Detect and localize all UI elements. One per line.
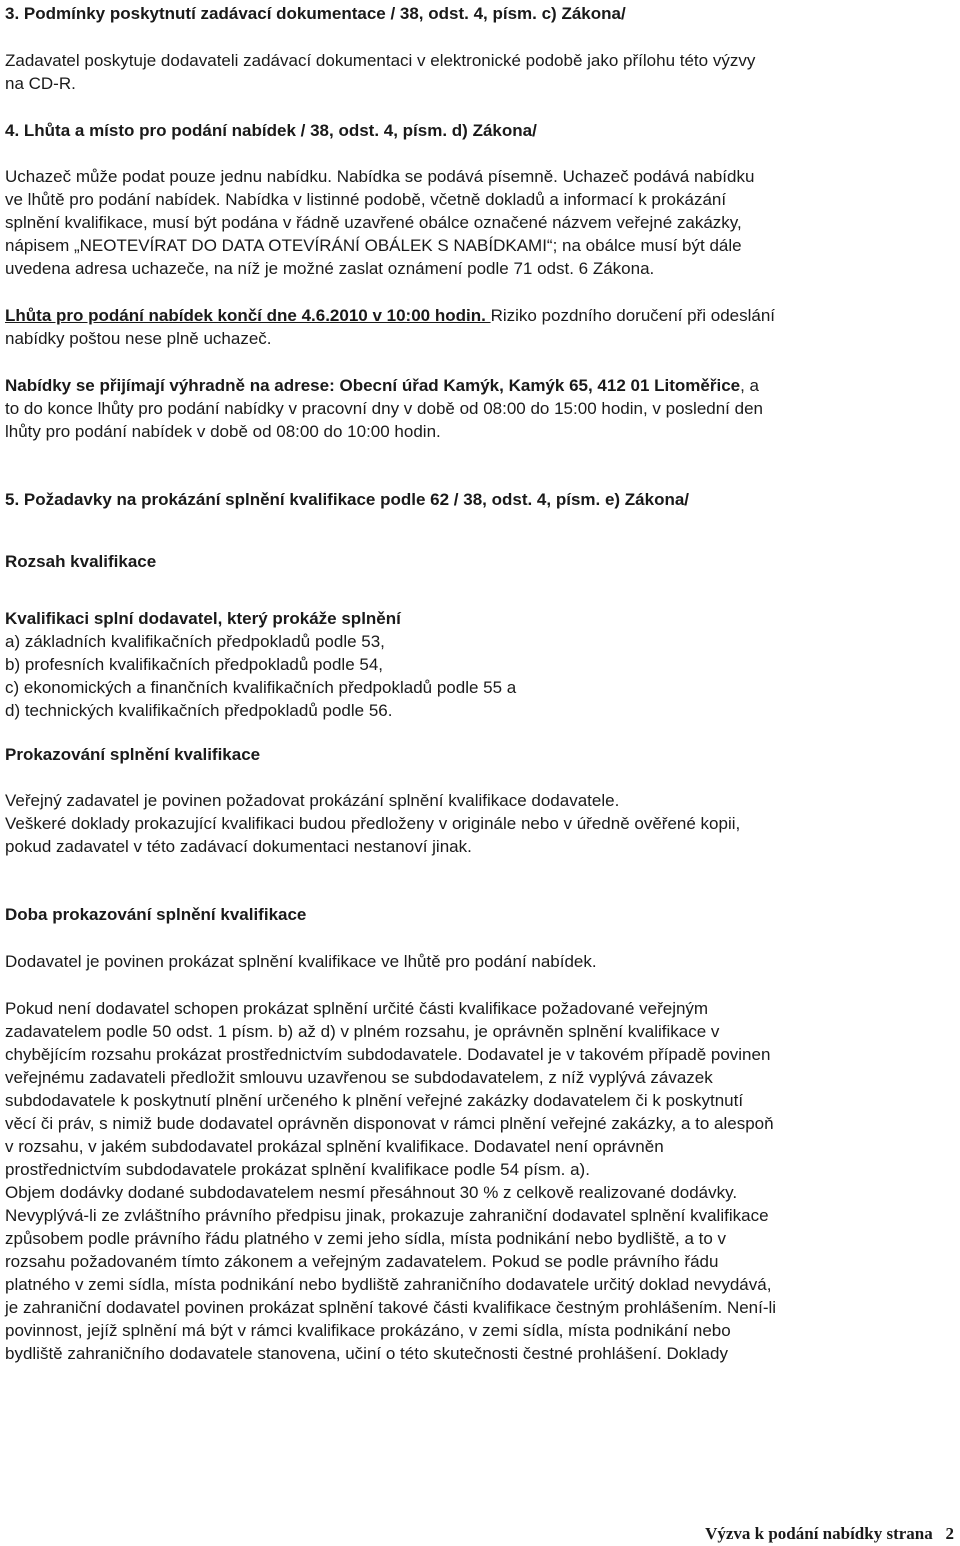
paragraph-line: veřejnému zadavateli předložit smlouvu uzavřenou se subdodavatelem, z níž vyplývá závazek [5,1068,713,1087]
paragraph-line: Veškeré doklady prokazující kvalifikaci budou předloženy v originále nebo v úředně ověřené kopii, [5,814,741,833]
address-line [5,374,759,398]
paragraph-line: je zahraniční dodavatel povinen prokázat splnění takové části kvalifikace čestným prohlášením. Není-li [5,1298,777,1317]
deadline-bold: Lhůta pro podání nabídek končí dne 4.6.2010 v 10:00 hodin. [5,306,491,325]
doba-title: Doba prokazování splnění kvalifikace [5,905,307,924]
paragraph-line: Veřejný zadavatel je povinen požadovat prokázání splnění kvalifikace dodavatele. [5,791,620,810]
list-item: b) profesních kvalifikačních předpokladů podle 54, [5,655,384,674]
paragraph-line: nabídky poštou nese plně uchazeč. [5,329,272,348]
rozsah-title: Rozsah kvalifikace [5,552,157,571]
address-bold: Nabídky se přijímají výhradně na adrese: Obecní úřad Kamýk, Kamýk 65, 412 01 Litoměřice [5,376,741,395]
paragraph-line: rozsahu požadovaném tímto zákonem a veřejným zadavatelem. Pokud se podle právního řádu [5,1252,719,1271]
paragraph-line: pokud zadavatel v této zadávací dokumentaci nestanoví jinak. [5,837,472,856]
paragraph-line: uvedena adresa uchazeče, na níž je možné zaslat oznámení podle 71 odst. 6 Zákona. [5,259,655,278]
address-rest: , a [740,376,760,395]
section-3-heading: 3. Podmínky poskytnutí zadávací dokumentace / 38, odst. 4, písm. c) Zákona/ [5,4,626,23]
section-5-heading: 5. Požadavky na prokázání splnění kvalifikace podle 62 / 38, odst. 4, písm. e) Zákona/ [5,490,690,509]
section-4-heading: 4. Lhůta a místo pro podání nabídek / 38, odst. 4, písm. d) Zákona/ [5,121,537,140]
prokazovani-title: Prokazování splnění kvalifikace [5,745,261,764]
paragraph-line: na CD-R. [5,74,76,93]
paragraph-line: chybějícím rozsahu prokázat prostřednictvím subdodavatele. Dodavatel je v takovém případě povinen [5,1045,771,1064]
list-item: a) základních kvalifikačních předpokladů podle 53, [5,632,385,651]
paragraph-line: Nevyplývá-li ze zvláštního právního předpisu jinak, prokazuje zahraniční dodavatel splnění kvalifikace [5,1206,769,1225]
deadline-line [5,304,775,328]
kvalifikace-title: Kvalifikaci splní dodavatel, který prokáže splnění [5,609,401,628]
deadline-rest: Riziko pozdního doručení při odeslání [490,306,776,325]
paragraph-line: nápisem „NEOTEVÍRAT DO DATA OTEVÍRÁNÍ OBÁLEK S NABÍDKAMI“; na obálce musí být dále [5,236,742,255]
paragraph-line: ve lhůtě pro podání nabídek. Nabídka v listinné podobě, včetně dokladů a informací k prokázání [5,190,727,209]
paragraph-line: Pokud není dodavatel schopen prokázat splnění určité části kvalifikace požadované veřejným [5,999,709,1018]
paragraph-line: povinnost, jejíž splnění má být v rámci kvalifikace prokázáno, v zemi sídla, místa podnikání nebo [5,1321,731,1340]
paragraph-line: lhůty pro podání nabídek v době od 08:00 do 10:00 hodin. [5,422,441,441]
paragraph-line: zadavatelem podle 50 odst. 1 písm. b) až d) v plném rozsahu, je oprávněn splnění kvalifikace v [5,1022,720,1041]
paragraph-line: bydliště zahraničního dodavatele stanovena, učiní o této skutečnosti čestné prohlášení. Doklady [5,1344,728,1363]
paragraph-line: platného v zemi sídla, místa podnikání nebo bydliště zahraničního dodavatele určitý doklad nevydává, [5,1275,772,1294]
paragraph-line: věcí či práv, s nimiž bude dodavatel oprávněn disponovat v rámci plnění veřejné zakázky, a to alespoň [5,1114,774,1133]
paragraph-line: Zadavatel poskytuje dodavateli zadávací dokumentaci v elektronické podobě jako přílohu této výzvy [5,51,756,70]
page-footer: Výzva k podání nabídky strana 2 [705,1524,954,1543]
paragraph-line: Dodavatel je povinen prokázat splnění kvalifikace ve lhůtě pro podání nabídek. [5,952,597,971]
paragraph-line: způsobem podle právního řádu platného v zemi jeho sídla, místa podnikání nebo bydliště, a to v [5,1229,727,1248]
paragraph-line: Uchazeč může podat pouze jednu nabídku. Nabídka se podává písemně. Uchazeč podává nabídku [5,167,755,186]
list-item: c) ekonomických a finančních kvalifikačních předpokladů podle 55 a [5,678,517,697]
paragraph-line: subdodavatele k poskytnutí plnění určeného k plnění veřejné zakázky dodavatelem či k poskytnutí [5,1091,744,1110]
paragraph-line: Objem dodávky dodané subdodavatelem nesmí přesáhnout 30 % z celkově realizované dodávky. [5,1183,738,1202]
paragraph-line: prostřednictvím subdodavatele prokázat splnění kvalifikace podle 54 písm. a). [5,1160,590,1179]
paragraph-line: v rozsahu, v jakém subdodavatel prokázal splnění kvalifikace. Dodavatel není oprávněn [5,1137,664,1156]
paragraph-line: splnění kvalifikace, musí být podána v řádně uzavřené obálce označené názvem veřejné zakázky, [5,213,742,232]
paragraph-line: to do konce lhůty pro podání nabídky v pracovní dny v době od 08:00 do 15:00 hodin, v poslední den [5,399,763,418]
list-item: d) technických kvalifikačních předpokladů podle 56. [5,701,393,720]
